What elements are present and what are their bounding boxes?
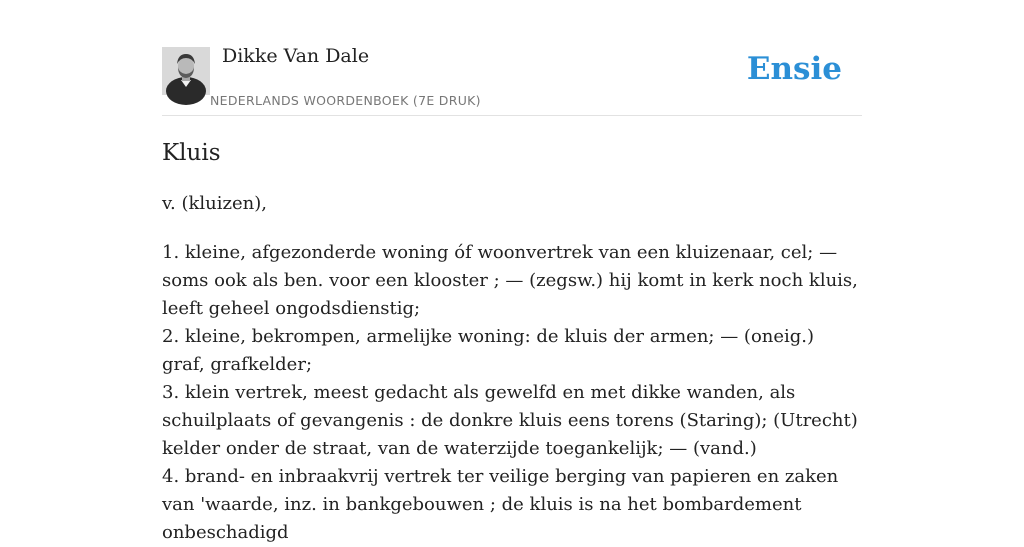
definition-item: 2. kleine, bekrompen, armelijke woning: de kluis der armen; — (oneig.) graf, grafkelder;: [162, 326, 815, 375]
entry-grammar: v. (kluizen),: [162, 193, 267, 214]
definitions: [162, 239, 862, 547]
ensie-logo[interactable]: Ensie: [746, 51, 842, 87]
entry-title: Kluis: [162, 140, 221, 166]
definition-item: 3. klein vertrek, meest gedacht als gewelfd en met dikke wanden, als schuilplaats of gevangenis : de donkre kluis eens torens (Staring); (Utrecht) kelder onder de straat, van de waterzijde toegankelijk; — (vand.): [162, 382, 858, 459]
definition-item: 1. kleine, afgezonderde woning óf woonvertrek van een kluizenaar, cel; — soms ook als ben. voor een klooster ; — (zegsw.) hij komt in kerk noch kluis, leeft geheel ongodsdienstig;: [162, 242, 858, 319]
avatar[interactable]: [162, 47, 210, 95]
header: [162, 0, 862, 116]
dictionary-subtitle[interactable]: NEDERLANDS WOORDENBOEK (7E DRUK): [210, 93, 481, 108]
portrait-icon: [162, 47, 210, 95]
definition-item: 4. brand- en inbraakvrij vertrek ter veilige berging van papieren en zaken van 'waarde, inz. in bankgebouwen ; de kluis is na het bombardement onbeschadigd: [162, 466, 839, 543]
content-container: [162, 0, 862, 543]
author-name[interactable]: Dikke Van Dale: [222, 45, 370, 67]
